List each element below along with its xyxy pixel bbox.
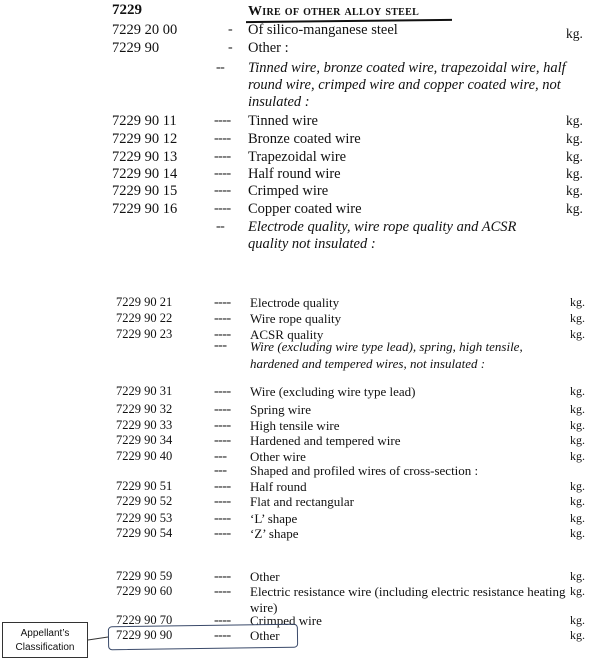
row-unit: kg. <box>566 149 583 164</box>
row-description: Electrode quality, wire rope quality and ACSR quality not insulated : <box>248 219 517 252</box>
row-code: 7229 90 40 <box>116 449 173 463</box>
row-code: 7229 90 51 <box>116 479 173 493</box>
row-dash: - <box>228 22 233 37</box>
row-dash: --- <box>214 338 227 353</box>
row-code: 7229 90 14 <box>112 166 178 182</box>
row-code: 7229 90 54 <box>116 526 173 540</box>
row-code: 7229 90 16 <box>112 201 178 217</box>
row-dash: ---- <box>214 166 231 181</box>
row-unit: kg. <box>570 384 585 398</box>
row-description: Electrode quality <box>250 295 340 310</box>
row-description: Trapezoidal wire <box>248 149 347 165</box>
row-description: Other : <box>248 40 289 56</box>
row-unit: kg. <box>566 131 583 146</box>
row-unit: kg. <box>566 113 583 128</box>
row-dash: ---- <box>214 295 231 310</box>
row-dash: ---- <box>214 584 231 599</box>
row-dash: ---- <box>214 479 231 494</box>
row-dash: - <box>228 40 233 55</box>
row-unit: kg. <box>570 584 585 598</box>
heading-title: Wire of other alloy steel <box>248 4 420 19</box>
row-dash: ---- <box>214 402 231 417</box>
row-dash: ---- <box>214 418 231 433</box>
row-unit: kg. <box>566 183 583 198</box>
row-code: 7229 90 <box>112 40 160 56</box>
row-dash: ---- <box>214 526 231 541</box>
row-dash: ---- <box>214 131 231 146</box>
row-dash: ---- <box>214 183 231 198</box>
row-unit: kg. <box>566 201 583 216</box>
row-description: Half round <box>250 479 307 494</box>
row-dash: --- <box>214 449 227 464</box>
row-code: 7229 90 60 <box>116 584 173 598</box>
row-dash: ---- <box>214 628 231 643</box>
row-unit: kg. <box>570 449 585 463</box>
row-unit: kg. <box>570 569 585 583</box>
row-description: Flat and rectangular <box>250 494 354 509</box>
row-description: High tensile wire <box>250 418 340 433</box>
row-description: Other <box>250 569 280 584</box>
row-unit: kg. <box>570 628 585 642</box>
row-dash: ---- <box>214 327 231 342</box>
row-dash: ---- <box>214 569 231 584</box>
row-dash: ---- <box>214 149 231 164</box>
row-description: Hardened and tempered wire <box>250 433 401 448</box>
row-dash: ---- <box>214 433 231 448</box>
row-code: 7229 90 53 <box>116 511 173 525</box>
row-dash: -- <box>216 60 225 75</box>
row-code: 7229 90 21 <box>116 295 173 309</box>
row-dash: ---- <box>214 201 231 216</box>
row-code: 7229 20 00 <box>112 22 178 38</box>
row-description: Crimped wire <box>248 183 329 199</box>
row-description: Other <box>250 628 280 643</box>
row-code: 7229 90 23 <box>116 327 173 341</box>
row-description: ‘Z’ shape <box>250 526 299 541</box>
row-code: 7229 90 32 <box>116 402 173 416</box>
row-unit: kg. <box>570 295 585 309</box>
row-unit: kg. <box>570 433 585 447</box>
row-code: 7229 90 59 <box>116 569 173 583</box>
row-code: 7229 90 15 <box>112 183 178 199</box>
row-code: 7229 90 90 <box>116 628 173 642</box>
row-dash: ---- <box>214 113 231 128</box>
row-unit: kg. <box>570 418 585 432</box>
row-description: Of silico-manganese steel <box>248 22 398 38</box>
row-unit: kg. <box>566 26 583 41</box>
row-code: 7229 90 52 <box>116 494 173 508</box>
row-description: Crimped wire <box>250 613 322 628</box>
row-description: Half round wire <box>248 166 341 182</box>
row-unit: kg. <box>566 166 583 181</box>
row-description: ACSR quality <box>250 327 324 342</box>
row-dash: ---- <box>214 613 231 628</box>
row-description: Wire (excluding wire type lead), spring, high tensile, hardened and tempered wires, not insulated : <box>250 339 523 371</box>
callout-line-1: Appellant’s <box>20 628 70 639</box>
appellant-classification-callout <box>2 622 88 658</box>
row-description: Spring wire <box>250 402 312 417</box>
row-description: Bronze coated wire <box>248 131 361 147</box>
row-code: 7229 90 31 <box>116 384 173 398</box>
row-description: Copper coated wire <box>248 201 362 217</box>
row-dash: ---- <box>214 384 231 399</box>
row-code: 7229 90 34 <box>116 433 173 447</box>
row-code: 7229 90 13 <box>112 149 178 165</box>
row-code: 7229 90 11 <box>112 113 177 129</box>
highlight-box <box>108 624 298 651</box>
callout-line-2: Classification <box>15 642 75 653</box>
row-dash: -- <box>216 219 225 234</box>
row-unit: kg. <box>570 311 585 325</box>
row-dash: ---- <box>214 311 231 326</box>
row-code: 7229 90 22 <box>116 311 173 325</box>
row-unit: kg. <box>570 511 585 525</box>
row-dash: ---- <box>214 494 231 509</box>
row-description: Tinned wire <box>248 113 318 129</box>
row-dash: ---- <box>214 511 231 526</box>
row-unit: kg. <box>570 494 585 508</box>
heading-code: 7229 <box>112 2 142 18</box>
row-description: Wire (excluding wire type lead) <box>250 384 416 399</box>
row-code: 7229 90 12 <box>112 131 178 147</box>
row-description: Electric resistance wire (including electric resistance heating wire) <box>250 584 566 615</box>
row-description: Other wire <box>250 449 306 464</box>
row-description: Tinned wire, bronze coated wire, trapezoidal wire, half round wire, crimped wire and copper coated wire, not insulated : <box>248 60 566 110</box>
row-unit: kg. <box>570 402 585 416</box>
row-unit: kg. <box>570 327 585 341</box>
row-description: ‘L’ shape <box>250 511 298 526</box>
row-code: 7229 90 33 <box>116 418 173 432</box>
row-unit: kg. <box>570 613 585 627</box>
row-description: Shaped and profiled wires of cross-section : <box>250 463 479 478</box>
row-dash: --- <box>214 463 227 478</box>
row-unit: kg. <box>570 479 585 493</box>
row-unit: kg. <box>570 526 585 540</box>
row-description: Wire rope quality <box>250 311 342 326</box>
row-code: 7229 90 70 <box>116 613 173 627</box>
